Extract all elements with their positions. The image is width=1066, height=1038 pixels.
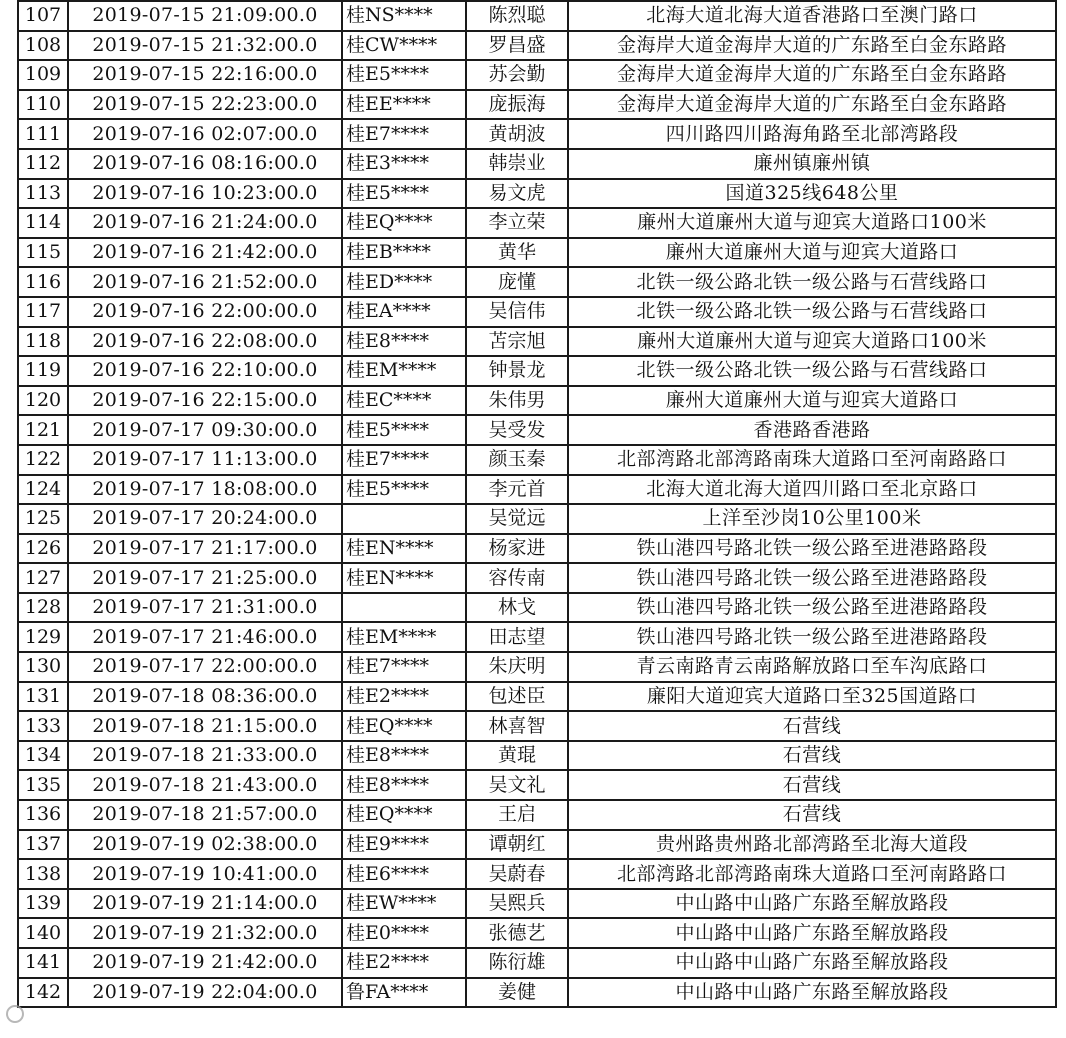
table-row	[18, 563, 1056, 593]
timestamp-cell: 2019-07-18 08:36:00.0	[68, 682, 342, 712]
table-row	[18, 208, 1056, 238]
location-cell: 北海大道北海大道四川路口至北京路口	[568, 475, 1056, 505]
record-id-cell: 125	[18, 504, 68, 534]
record-id-cell: 139	[18, 889, 68, 919]
table-row	[18, 149, 1056, 179]
driver-name-cell: 朱庆明	[466, 652, 568, 682]
location-cell: 北铁一级公路北铁一级公路与石营线路口	[568, 267, 1056, 297]
record-id-cell: 121	[18, 415, 68, 445]
timestamp-cell: 2019-07-18 21:43:00.0	[68, 770, 342, 800]
location-cell: 铁山港四号路北铁一级公路至进港路路段	[568, 593, 1056, 623]
plate-number-cell: 桂E5****	[342, 60, 466, 90]
location-cell: 廉州大道廉州大道与迎宾大道路口	[568, 386, 1056, 416]
location-cell: 金海岸大道金海岸大道的广东路至白金东路路	[568, 90, 1056, 120]
timestamp-cell: 2019-07-17 22:00:00.0	[68, 652, 342, 682]
plate-number-cell: 桂EE****	[342, 90, 466, 120]
timestamp-cell: 2019-07-19 22:04:00.0	[68, 978, 342, 1008]
timestamp-cell: 2019-07-19 10:41:00.0	[68, 859, 342, 889]
timestamp-cell: 2019-07-17 21:31:00.0	[68, 593, 342, 623]
timestamp-cell: 2019-07-16 08:16:00.0	[68, 149, 342, 179]
plate-number-cell	[342, 593, 466, 623]
driver-name-cell: 黄胡波	[466, 119, 568, 149]
table-row	[18, 889, 1056, 919]
location-cell: 铁山港四号路北铁一级公路至进港路路段	[568, 534, 1056, 564]
location-cell: 青云南路青云南路解放路口至车沟底路口	[568, 652, 1056, 682]
violation-records-table	[17, 0, 1057, 1008]
location-cell: 贵州路贵州路北部湾路至北海大道段	[568, 830, 1056, 860]
timestamp-cell: 2019-07-19 21:32:00.0	[68, 918, 342, 948]
plate-number-cell: 桂EA****	[342, 297, 466, 327]
plate-number-cell: 桂EN****	[342, 534, 466, 564]
plate-number-cell: 桂E2****	[342, 682, 466, 712]
plate-number-cell: 桂E8****	[342, 327, 466, 357]
plate-number-cell: 桂E7****	[342, 445, 466, 475]
table-row	[18, 948, 1056, 978]
driver-name-cell: 苏会勤	[466, 60, 568, 90]
record-id-cell: 135	[18, 770, 68, 800]
location-cell: 石营线	[568, 800, 1056, 830]
plate-number-cell: 桂E9****	[342, 830, 466, 860]
driver-name-cell: 颜玉秦	[466, 445, 568, 475]
table-row	[18, 356, 1056, 386]
driver-name-cell: 吴信伟	[466, 297, 568, 327]
record-id-cell: 110	[18, 90, 68, 120]
record-id-cell: 127	[18, 563, 68, 593]
table-row	[18, 475, 1056, 505]
table-row	[18, 622, 1056, 652]
location-cell: 北海大道北海大道香港路口至澳门路口	[568, 1, 1056, 31]
plate-number-cell: 桂EW****	[342, 889, 466, 919]
timestamp-cell: 2019-07-16 22:15:00.0	[68, 386, 342, 416]
record-id-cell: 119	[18, 356, 68, 386]
table-row	[18, 593, 1056, 623]
plate-number-cell: 桂E5****	[342, 415, 466, 445]
plate-number-cell: 桂E7****	[342, 119, 466, 149]
table-row	[18, 297, 1056, 327]
table-row	[18, 415, 1056, 445]
record-id-cell: 128	[18, 593, 68, 623]
plate-number-cell: 桂E8****	[342, 770, 466, 800]
table-row	[18, 179, 1056, 209]
record-id-cell: 134	[18, 741, 68, 771]
location-cell: 上洋至沙岗10公里100米	[568, 504, 1056, 534]
record-id-cell: 133	[18, 711, 68, 741]
driver-name-cell: 陈烈聪	[466, 1, 568, 31]
table-row	[18, 711, 1056, 741]
location-cell: 中山路中山路广东路至解放路段	[568, 978, 1056, 1008]
plate-number-cell: 桂ED****	[342, 267, 466, 297]
timestamp-cell: 2019-07-19 02:38:00.0	[68, 830, 342, 860]
table-row	[18, 741, 1056, 771]
table-row	[18, 60, 1056, 90]
driver-name-cell: 吴文礼	[466, 770, 568, 800]
timestamp-cell: 2019-07-19 21:14:00.0	[68, 889, 342, 919]
timestamp-cell: 2019-07-17 21:25:00.0	[68, 563, 342, 593]
driver-name-cell: 姜健	[466, 978, 568, 1008]
table-row	[18, 800, 1056, 830]
timestamp-cell: 2019-07-16 21:52:00.0	[68, 267, 342, 297]
record-id-cell: 109	[18, 60, 68, 90]
driver-name-cell: 罗昌盛	[466, 31, 568, 61]
record-id-cell: 118	[18, 327, 68, 357]
plate-number-cell	[342, 504, 466, 534]
table-row	[18, 119, 1056, 149]
driver-name-cell: 黄华	[466, 238, 568, 268]
driver-name-cell: 朱伟男	[466, 386, 568, 416]
driver-name-cell: 吴熙兵	[466, 889, 568, 919]
plate-number-cell: 桂EQ****	[342, 711, 466, 741]
record-id-cell: 141	[18, 948, 68, 978]
plate-number-cell: 桂EM****	[342, 622, 466, 652]
record-id-cell: 124	[18, 475, 68, 505]
driver-name-cell: 林喜智	[466, 711, 568, 741]
timestamp-cell: 2019-07-15 22:23:00.0	[68, 90, 342, 120]
timestamp-cell: 2019-07-18 21:33:00.0	[68, 741, 342, 771]
driver-name-cell: 吴觉远	[466, 504, 568, 534]
driver-name-cell: 陈衍雄	[466, 948, 568, 978]
table-row	[18, 859, 1056, 889]
table-row	[18, 1, 1056, 31]
record-id-cell: 111	[18, 119, 68, 149]
driver-name-cell: 林戈	[466, 593, 568, 623]
location-cell: 铁山港四号路北铁一级公路至进港路路段	[568, 563, 1056, 593]
table-row	[18, 445, 1056, 475]
record-id-cell: 137	[18, 830, 68, 860]
record-id-cell: 117	[18, 297, 68, 327]
location-cell: 石营线	[568, 711, 1056, 741]
location-cell: 国道325线648公里	[568, 179, 1056, 209]
timestamp-cell: 2019-07-16 10:23:00.0	[68, 179, 342, 209]
table-row	[18, 682, 1056, 712]
driver-name-cell: 吴受发	[466, 415, 568, 445]
location-cell: 廉州大道廉州大道与迎宾大道路口	[568, 238, 1056, 268]
location-cell: 金海岸大道金海岸大道的广东路至白金东路路	[568, 31, 1056, 61]
location-cell: 北铁一级公路北铁一级公路与石营线路口	[568, 297, 1056, 327]
table-row	[18, 267, 1056, 297]
plate-number-cell: 桂EM****	[342, 356, 466, 386]
record-id-cell: 114	[18, 208, 68, 238]
location-cell: 北部湾路北部湾路南珠大道路口至河南路路口	[568, 445, 1056, 475]
timestamp-cell: 2019-07-16 22:08:00.0	[68, 327, 342, 357]
timestamp-cell: 2019-07-19 21:42:00.0	[68, 948, 342, 978]
plate-number-cell: 桂E5****	[342, 475, 466, 505]
timestamp-cell: 2019-07-15 21:32:00.0	[68, 31, 342, 61]
location-cell: 金海岸大道金海岸大道的广东路至白金东路路	[568, 60, 1056, 90]
driver-name-cell: 容传南	[466, 563, 568, 593]
plate-number-cell: 桂E2****	[342, 948, 466, 978]
driver-name-cell: 包述臣	[466, 682, 568, 712]
record-id-cell: 138	[18, 859, 68, 889]
record-id-cell: 112	[18, 149, 68, 179]
record-id-cell: 129	[18, 622, 68, 652]
table-row	[18, 386, 1056, 416]
location-cell: 铁山港四号路北铁一级公路至进港路路段	[568, 622, 1056, 652]
timestamp-cell: 2019-07-15 21:09:00.0	[68, 1, 342, 31]
location-cell: 四川路四川路海角路至北部湾路段	[568, 119, 1056, 149]
timestamp-cell: 2019-07-16 22:10:00.0	[68, 356, 342, 386]
plate-number-cell: 桂E3****	[342, 149, 466, 179]
table-row	[18, 652, 1056, 682]
location-cell: 北部湾路北部湾路南珠大道路口至河南路路口	[568, 859, 1056, 889]
plate-number-cell: 桂EB****	[342, 238, 466, 268]
timestamp-cell: 2019-07-17 20:24:00.0	[68, 504, 342, 534]
table-row	[18, 90, 1056, 120]
plate-number-cell: 桂E7****	[342, 652, 466, 682]
timestamp-cell: 2019-07-16 21:42:00.0	[68, 238, 342, 268]
record-id-cell: 115	[18, 238, 68, 268]
driver-name-cell: 李元首	[466, 475, 568, 505]
driver-name-cell: 杨家进	[466, 534, 568, 564]
location-cell: 香港路香港路	[568, 415, 1056, 445]
driver-name-cell: 张德艺	[466, 918, 568, 948]
plate-number-cell: 桂E8****	[342, 741, 466, 771]
plate-number-cell: 桂EC****	[342, 386, 466, 416]
table-row	[18, 31, 1056, 61]
location-cell: 石营线	[568, 741, 1056, 771]
record-id-cell: 140	[18, 918, 68, 948]
location-cell: 石营线	[568, 770, 1056, 800]
plate-number-cell: 桂E0****	[342, 918, 466, 948]
record-id-cell: 108	[18, 31, 68, 61]
plate-number-cell: 桂EN****	[342, 563, 466, 593]
table-row	[18, 504, 1056, 534]
driver-name-cell: 庞振海	[466, 90, 568, 120]
table-row	[18, 918, 1056, 948]
driver-name-cell: 庞懂	[466, 267, 568, 297]
location-cell: 廉阳大道迎宾大道路口至325国道路口	[568, 682, 1056, 712]
record-id-cell: 107	[18, 1, 68, 31]
timestamp-cell: 2019-07-18 21:57:00.0	[68, 800, 342, 830]
timestamp-cell: 2019-07-17 21:46:00.0	[68, 622, 342, 652]
driver-name-cell: 黄琨	[466, 741, 568, 771]
plate-number-cell: 桂CW****	[342, 31, 466, 61]
record-id-cell: 116	[18, 267, 68, 297]
location-cell: 廉州大道廉州大道与迎宾大道路口100米	[568, 208, 1056, 238]
table-body	[18, 1, 1056, 1007]
timestamp-cell: 2019-07-17 18:08:00.0	[68, 475, 342, 505]
driver-name-cell: 易文虎	[466, 179, 568, 209]
table-row	[18, 770, 1056, 800]
location-cell: 廉州镇廉州镇	[568, 149, 1056, 179]
record-id-cell: 126	[18, 534, 68, 564]
plate-number-cell: 鲁FA****	[342, 978, 466, 1008]
location-cell: 廉州大道廉州大道与迎宾大道路口100米	[568, 327, 1056, 357]
driver-name-cell: 吴蔚春	[466, 859, 568, 889]
table-row	[18, 534, 1056, 564]
timestamp-cell: 2019-07-17 09:30:00.0	[68, 415, 342, 445]
driver-name-cell: 苫宗旭	[466, 327, 568, 357]
location-cell: 中山路中山路广东路至解放路段	[568, 948, 1056, 978]
driver-name-cell: 韩崇业	[466, 149, 568, 179]
plate-number-cell: 桂NS****	[342, 1, 466, 31]
timestamp-cell: 2019-07-16 21:24:00.0	[68, 208, 342, 238]
timestamp-cell: 2019-07-16 22:00:00.0	[68, 297, 342, 327]
table-row	[18, 978, 1056, 1008]
record-id-cell: 131	[18, 682, 68, 712]
table-row	[18, 830, 1056, 860]
location-cell: 北铁一级公路北铁一级公路与石营线路口	[568, 356, 1056, 386]
driver-name-cell: 王启	[466, 800, 568, 830]
record-id-cell: 136	[18, 800, 68, 830]
location-cell: 中山路中山路广东路至解放路段	[568, 918, 1056, 948]
record-id-cell: 142	[18, 978, 68, 1008]
plate-number-cell: 桂EQ****	[342, 800, 466, 830]
timestamp-cell: 2019-07-18 21:15:00.0	[68, 711, 342, 741]
timestamp-cell: 2019-07-17 11:13:00.0	[68, 445, 342, 475]
record-id-cell: 113	[18, 179, 68, 209]
driver-name-cell: 钟景龙	[466, 356, 568, 386]
driver-name-cell: 谭朝红	[466, 830, 568, 860]
timestamp-cell: 2019-07-16 02:07:00.0	[68, 119, 342, 149]
timestamp-cell: 2019-07-15 22:16:00.0	[68, 60, 342, 90]
table-row	[18, 327, 1056, 357]
timestamp-cell: 2019-07-17 21:17:00.0	[68, 534, 342, 564]
plate-number-cell: 桂E6****	[342, 859, 466, 889]
driver-name-cell: 李立荣	[466, 208, 568, 238]
driver-name-cell: 田志望	[466, 622, 568, 652]
plate-number-cell: 桂E5****	[342, 179, 466, 209]
plate-number-cell: 桂EQ****	[342, 208, 466, 238]
record-id-cell: 130	[18, 652, 68, 682]
location-cell: 中山路中山路广东路至解放路段	[568, 889, 1056, 919]
record-id-cell: 120	[18, 386, 68, 416]
record-id-cell: 122	[18, 445, 68, 475]
table-row	[18, 238, 1056, 268]
